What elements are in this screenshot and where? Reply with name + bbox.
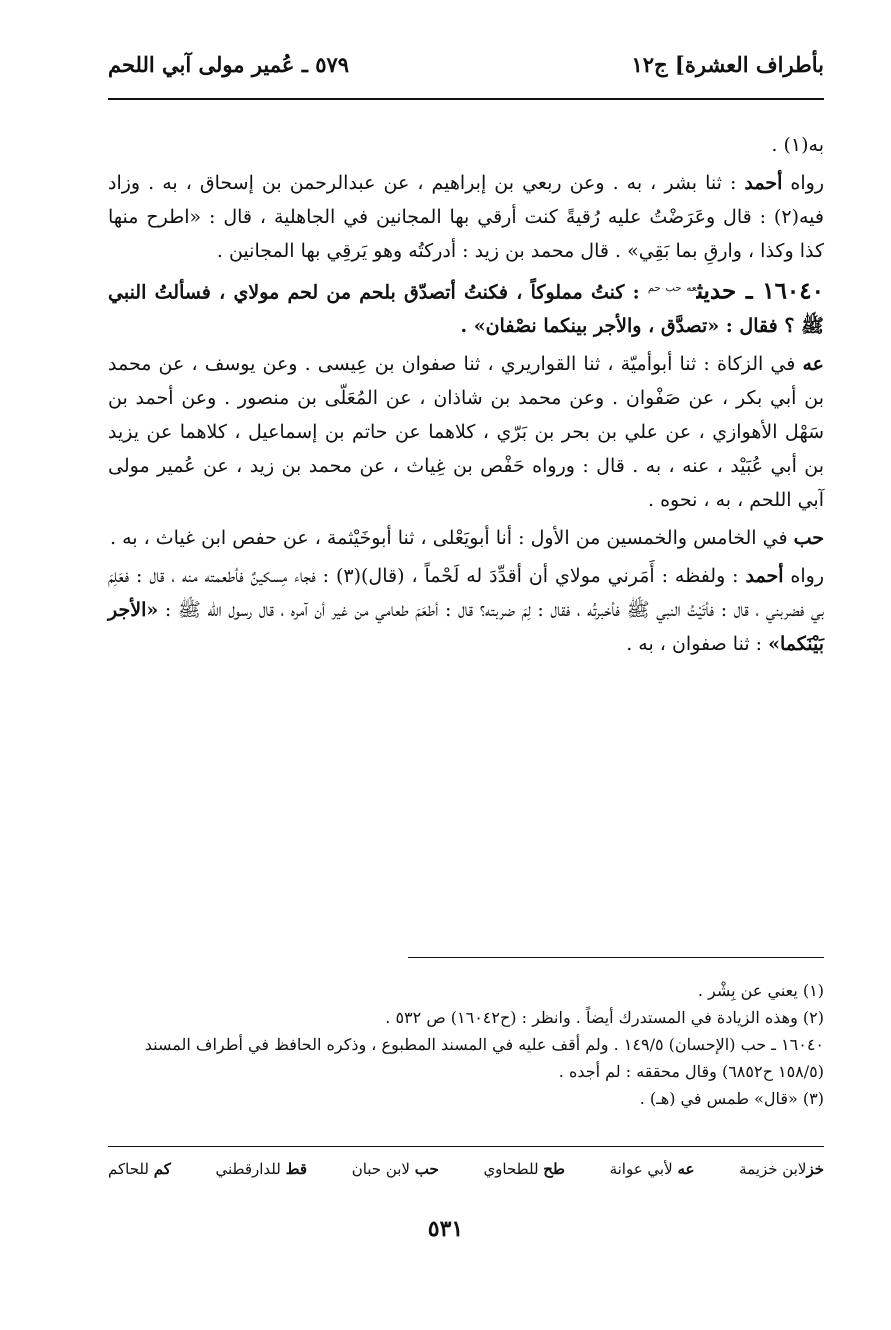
footer-divider bbox=[108, 1146, 824, 1147]
abbreviation-item bbox=[352, 1160, 439, 1178]
text-span: به(١) . bbox=[771, 134, 824, 156]
page-number: ٥٣١ bbox=[427, 1216, 464, 1242]
abbreviation-item bbox=[108, 1160, 171, 1178]
source-name: أحمد bbox=[745, 565, 784, 588]
abbr-text: للطحاوي bbox=[483, 1160, 539, 1178]
abbr-code: حب bbox=[414, 1160, 439, 1178]
paragraph-1 bbox=[108, 128, 824, 162]
abbreviation-item bbox=[483, 1160, 564, 1178]
main-text bbox=[108, 128, 824, 665]
header-chapter: ٥٧٩ ـ عُمير مولى آبي اللحم bbox=[108, 52, 350, 77]
source-code: حب bbox=[793, 527, 824, 550]
hadith-text: : كنتُ مملوكاً ، فكنتُ أتصدّق بلحم من لحم مولاي ، فسألتُ النبي ﷺ ؟ فقال : «تصدَّق ، والأجر بينكما نصْفان» . bbox=[108, 281, 824, 338]
abbr-text: للدارقطني bbox=[215, 1160, 281, 1178]
footnote: (٢) وهذه الزيادة في المستدرك أيضاً . وانظر : (ح١٦٠٤٢) ص ٥٣٢ . bbox=[385, 1008, 824, 1027]
paragraph-2 bbox=[108, 166, 824, 268]
abbr-text: للحاكم bbox=[108, 1160, 149, 1178]
abbr-text: لأبي عوانة bbox=[609, 1160, 673, 1178]
abbreviation-item bbox=[216, 1160, 308, 1178]
hadith-entry bbox=[108, 272, 824, 343]
abbr-code: قط bbox=[285, 1160, 308, 1178]
footnote: (٣) «قال» طمس في (هـ) . bbox=[639, 1089, 824, 1108]
footnote: (١) يعني عن بِشْر . bbox=[697, 981, 824, 1000]
text-span: في الخامس والخمسين من الأول : أنا أبويَعْلى ، ثنا أبوخَيْثمة ، عن حفص ابن غياث ، به . bbox=[110, 527, 794, 550]
abbreviation-item bbox=[739, 1160, 824, 1178]
text-span: في الزكاة : ثنا أبوأميّة ، ثنا القواريري ، ثنا صفوان بن عِيسى . وعن يوسف ، عن محمد بن أبي بكر ، عن صَفْوان . وعن محمد بن شاذان ، عن المُعَلّى بن منصور . وعن أحمد بن سَهْل الأهوازي ، عن علي بن بحر بن بَرّي ، كلاهما عن حاتم بن إسماعيل ، كلاهما عن يزيد بن أبي عُبَيْد ، عنه ، به . قال : ورواه حَفْص بن غِياث ، عن محمد بن زيد ، عن عُمير مولى آبي اللحم ، به ، نحوه . bbox=[108, 353, 824, 512]
text-span: : ثنا بشر ، به . وعن ربعي بن إبراهيم ، عن عبدالرحمن بن إسحاق ، به . وزاد فيه(٢) : قال وعَرَضْتُ عليه رُقيةً كنت أرقي بها المجانين في الجاهلية ، قال : «اطرح منها كذا وكذا ، وارقِ بما بَقِي» . قال محمد بن زيد : أدركتُه وهو يَرقِي بها المجانين . bbox=[108, 172, 824, 262]
abbr-text: لابن حبان bbox=[351, 1160, 410, 1178]
hadith-number: ١٦٠٤٠ ـ حديث bbox=[696, 277, 824, 305]
quoted-phrase: «الأجر بَيْنَكما» bbox=[108, 599, 824, 656]
abbr-code: طح bbox=[543, 1160, 565, 1178]
source-name: أحمد bbox=[744, 172, 783, 194]
source-code: عه bbox=[802, 353, 824, 376]
header-volume: بأطراف العشرة] ج١٢ bbox=[631, 52, 824, 77]
footnote-divider bbox=[408, 957, 824, 958]
paragraph-5 bbox=[108, 521, 824, 555]
abbr-code: خز bbox=[806, 1160, 824, 1178]
abbreviation-key bbox=[108, 1160, 824, 1178]
paragraph-6 bbox=[108, 559, 824, 661]
text-span: رواه bbox=[782, 172, 824, 194]
abbreviation-item bbox=[610, 1160, 695, 1178]
text-span: : ولفظه : أَمَرني مولاي أن أقدِّدَ له لَحْماً ، (قال)(٣) : فجاء مِسكينٌ فأطعمته منه ، قال : فعَلِمَ بي فضربني ، قال : فأتَيْتُ النبي ﷺ فأخبرتُه ، فقال : لِمَ ضربته؟ قال : أطعَمَ طعامي من غير أن آمره ، قال رسول الله ﷺ : bbox=[108, 565, 824, 622]
text-span: : ثنا صفوان ، به . bbox=[626, 633, 769, 656]
abbr-text: لابن خزيمة bbox=[739, 1160, 807, 1178]
running-header bbox=[108, 52, 824, 92]
abbr-code: عه bbox=[677, 1160, 695, 1178]
footnotes bbox=[108, 977, 824, 1112]
source-sigla: عه حب حم bbox=[647, 283, 697, 294]
paragraph-4 bbox=[108, 347, 824, 517]
abbr-code: كم bbox=[153, 1160, 171, 1178]
footnote: ١٦٠٤٠ ـ حب (الإحسان) ١٤٩/٥ . ولم أقف عليه في المسند المطبوع ، وذكره الحافظ في أطراف المسند (١٥٨/٥ ح٦٨٥٢) وقال محققه : لم أجده . bbox=[144, 1035, 824, 1081]
header-divider bbox=[108, 98, 824, 100]
text-span: رواه bbox=[783, 565, 825, 588]
